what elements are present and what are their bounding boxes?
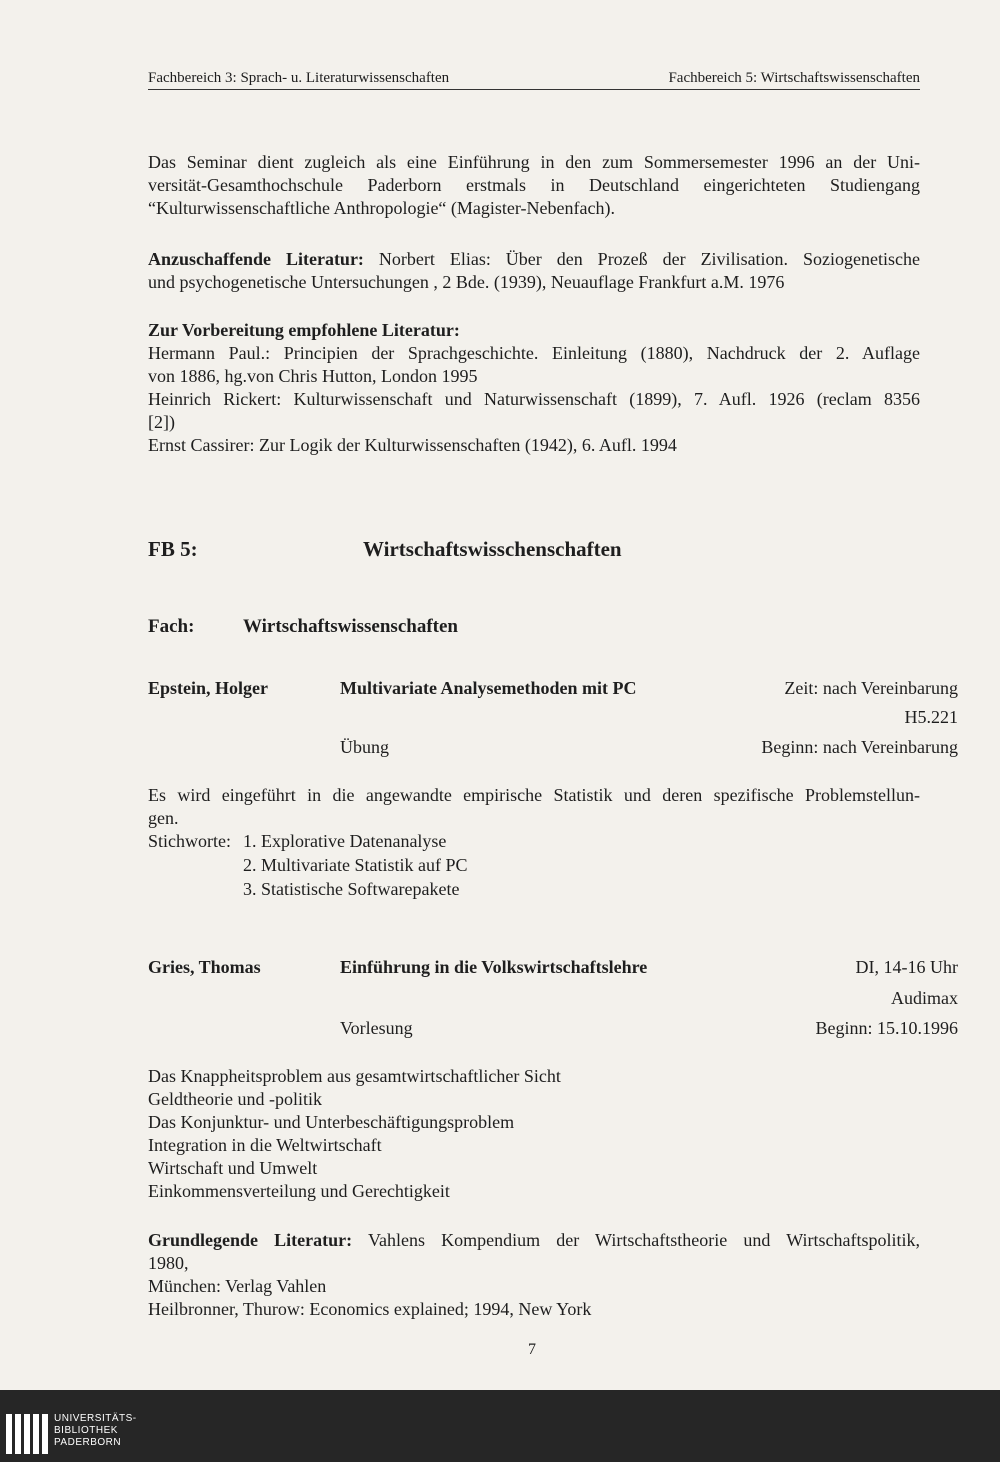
course2-begin: Beginn: 15.10.1996 — [815, 1018, 958, 1038]
header-left: Fachbereich 3: Sprach- u. Literaturwissenschaften — [148, 70, 450, 86]
vorbereitung-label: Zur Vorbereitung empfohlene Literatur: — [148, 320, 460, 340]
course2-topic: Integration in die Weltwirtschaft — [148, 1135, 382, 1155]
course1-keywords-label: Stichworte: — [148, 831, 231, 851]
course2-lit-text: Vahlens Kompendium der Wirtschaftstheorie und Wirtschaftspolitik, — [352, 1230, 920, 1250]
fach-value: Wirtschaftswissenschaften — [243, 616, 458, 637]
course1-time: Zeit: nach Vereinbarung — [784, 678, 958, 698]
library-logo-text — [54, 1413, 137, 1449]
intro-line: Das Seminar dient zugleich als eine Einführung in den zum Sommersemester 1996 an der Uni- — [148, 152, 920, 172]
footer-band — [0, 1390, 1000, 1462]
course2-literature — [148, 1229, 920, 1321]
course2-type: Vorlesung — [340, 1018, 413, 1038]
course2-title: Einführung in die Volkswirtschaftslehre — [340, 957, 648, 977]
course1-type: Übung — [340, 737, 389, 757]
course2-topic: Einkommensverteilung und Gerechtigkeit — [148, 1181, 450, 1201]
course2-lit-line: 1980, — [148, 1253, 189, 1273]
anzuschaffende-literatur — [148, 248, 920, 294]
header-right: Fachbereich 5: Wirtschaftswissenschaften — [668, 70, 920, 86]
course1-keyword: 1. Explorative Datenanalyse — [243, 831, 447, 851]
logo-line: BIBLIOTHEK — [54, 1425, 118, 1436]
logo-line: UNIVERSITÄTS- — [54, 1413, 137, 1424]
vorbereitung-line: von 1886, hg.von Chris Hutton, London 1995 — [148, 366, 478, 386]
course2-topic: Das Konjunktur- und Unterbeschäftigungsproblem — [148, 1112, 515, 1132]
logo-line: PADERBORN — [54, 1437, 122, 1448]
course1-begin: Beginn: nach Vereinbarung — [761, 737, 958, 757]
course2-lecturer: Gries, Thomas — [148, 957, 261, 977]
course1-description — [148, 784, 920, 830]
course2-lit-line — [148, 1229, 920, 1252]
anzuschaffende-label: Anzuschaffende Literatur: — [148, 249, 364, 269]
course2-lit-label: Grundlegende Literatur: — [148, 1230, 353, 1250]
library-logo-icon — [6, 1414, 51, 1454]
intro-line: “Kulturwissenschaftliche Anthropologie“ (Magister-Nebenfach). — [148, 198, 615, 218]
fb-title: Wirtschaftswisschenschaften — [363, 537, 622, 561]
course1-title: Multivariate Analysemethoden mit PC — [340, 678, 637, 698]
header-rule — [148, 89, 920, 90]
vorbereitung-line: Heinrich Rickert: Kulturwissenschaft und Naturwissenschaft (1899), 7. Aufl. 1926 (reclam 8356 — [148, 389, 920, 409]
course2-topic: Wirtschaft und Umwelt — [148, 1158, 318, 1178]
intro-paragraph — [148, 151, 920, 220]
vorbereitung-line: Ernst Cassirer: Zur Logik der Kulturwissenschaften (1942), 6. Aufl. 1994 — [148, 435, 677, 455]
course2-time: DI, 14-16 Uhr — [855, 957, 958, 977]
vorbereitung-literatur — [148, 319, 920, 457]
course2-lit-line: München: Verlag Vahlen — [148, 1276, 327, 1296]
course1-desc-line: Es wird eingeführt in die angewandte empirische Statistik und deren spezifische Problemstellun- — [148, 785, 920, 805]
course2-lit-line: Heilbronner, Thurow: Economics explained; 1994, New York — [148, 1299, 592, 1319]
intro-line: versität-Gesamthochschule Paderborn erstmals in Deutschland eingerichteten Studiengang — [148, 175, 920, 195]
course2-room: Audimax — [891, 988, 958, 1008]
course2-topic: Geldtheorie und -politik — [148, 1089, 322, 1109]
course2-topic: Das Knappheitsproblem aus gesamtwirtschaftlicher Sicht — [148, 1066, 561, 1086]
fach-label: Fach: — [148, 616, 195, 637]
course1-desc-line: gen. — [148, 808, 179, 828]
anzuschaffende-line — [148, 248, 920, 271]
vorbereitung-line: [2]) — [148, 412, 175, 432]
vorbereitung-line: Hermann Paul.: Principien der Sprachgeschichte. Einleitung (1880), Nachdruck der 2. Auflage — [148, 343, 920, 363]
course1-keyword: 2. Multivariate Statistik auf PC — [243, 855, 468, 875]
page-number: 7 — [528, 1341, 536, 1358]
course2-topics — [148, 1065, 920, 1203]
course1-keyword: 3. Statistische Softwarepakete — [243, 879, 460, 899]
fb-label: FB 5: — [148, 537, 198, 561]
course1-room: H5.221 — [904, 707, 958, 727]
course1-lecturer: Epstein, Holger — [148, 678, 268, 698]
anzuschaffende-text: Norbert Elias: Über den Prozeß der Zivilisation. Soziogenetische — [363, 249, 920, 269]
anzuschaffende-line2: und psychogenetische Untersuchungen , 2 Bde. (1939), Neuauflage Frankfurt a.M. 1976 — [148, 272, 785, 292]
